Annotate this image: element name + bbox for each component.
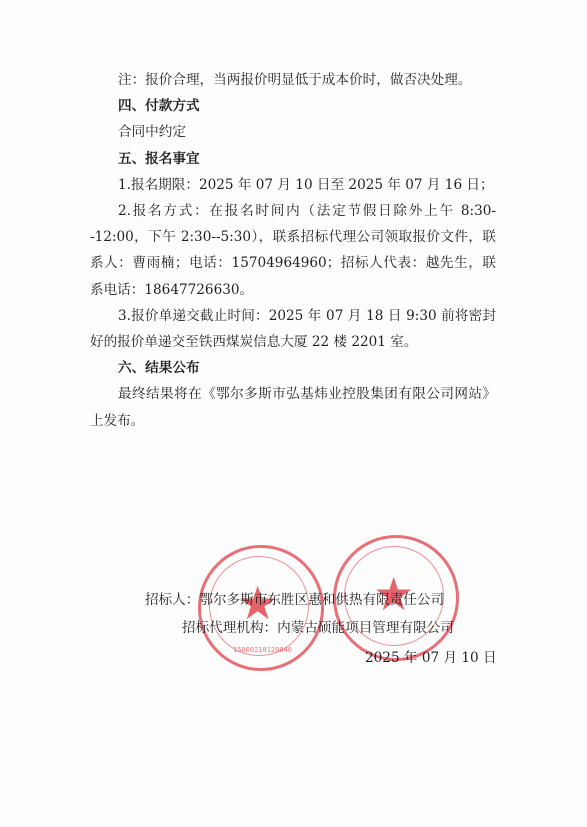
section-4-heading: 四、付款方式 xyxy=(118,98,200,115)
seal-star-icon: ★ xyxy=(237,576,279,630)
section-5-heading: 五、报名事宜 xyxy=(118,150,200,167)
section-6-text: 最终结果将在《鄂尔多斯市弘基炜业控股集团有限公司网站》上发布。 xyxy=(90,386,496,429)
section-6-heading: 六、结果公布 xyxy=(118,360,200,377)
note-paragraph: 注：报价合理，当两报价明显低于成本价时，做否决处理。 xyxy=(118,72,472,88)
tenderer-seal xyxy=(198,545,324,671)
registration-method: 2.报名方式：在报名时间内（法定节假日除外上午 8:30--12:00，下午 2:30--5:30），联系招标代理公司领取报价文件，联系人：曹雨楠；电话：15704964960；招标人代表：越先生，联系电话：18647726630。 xyxy=(90,203,496,298)
document-body xyxy=(90,67,496,434)
section-4-text: 合同中约定 xyxy=(118,124,186,141)
agency-signature: 招标代理机构：内蒙古硕能项目管理有限公司 xyxy=(182,620,454,636)
signature-date: 2025 年 07 月 10 日 xyxy=(365,650,497,666)
seal-serial-number: 15060210120840 xyxy=(233,646,293,654)
seal-star-icon: ★ xyxy=(373,567,415,621)
registration-period: 1.报名期限：2025 年 07 月 10 日至 2025 年 07 月 16 日； xyxy=(118,176,494,193)
submission-deadline: 3.报价单递交截止时间：2025 年 07 月 18 日 9:30 前将密封好的报价单递交至铁西煤炭信息大厦 22 楼 2201 室。 xyxy=(90,307,496,351)
tenderer-signature: 招标人：鄂尔多斯市东胜区惠和供热有限责任公司 xyxy=(145,592,445,608)
